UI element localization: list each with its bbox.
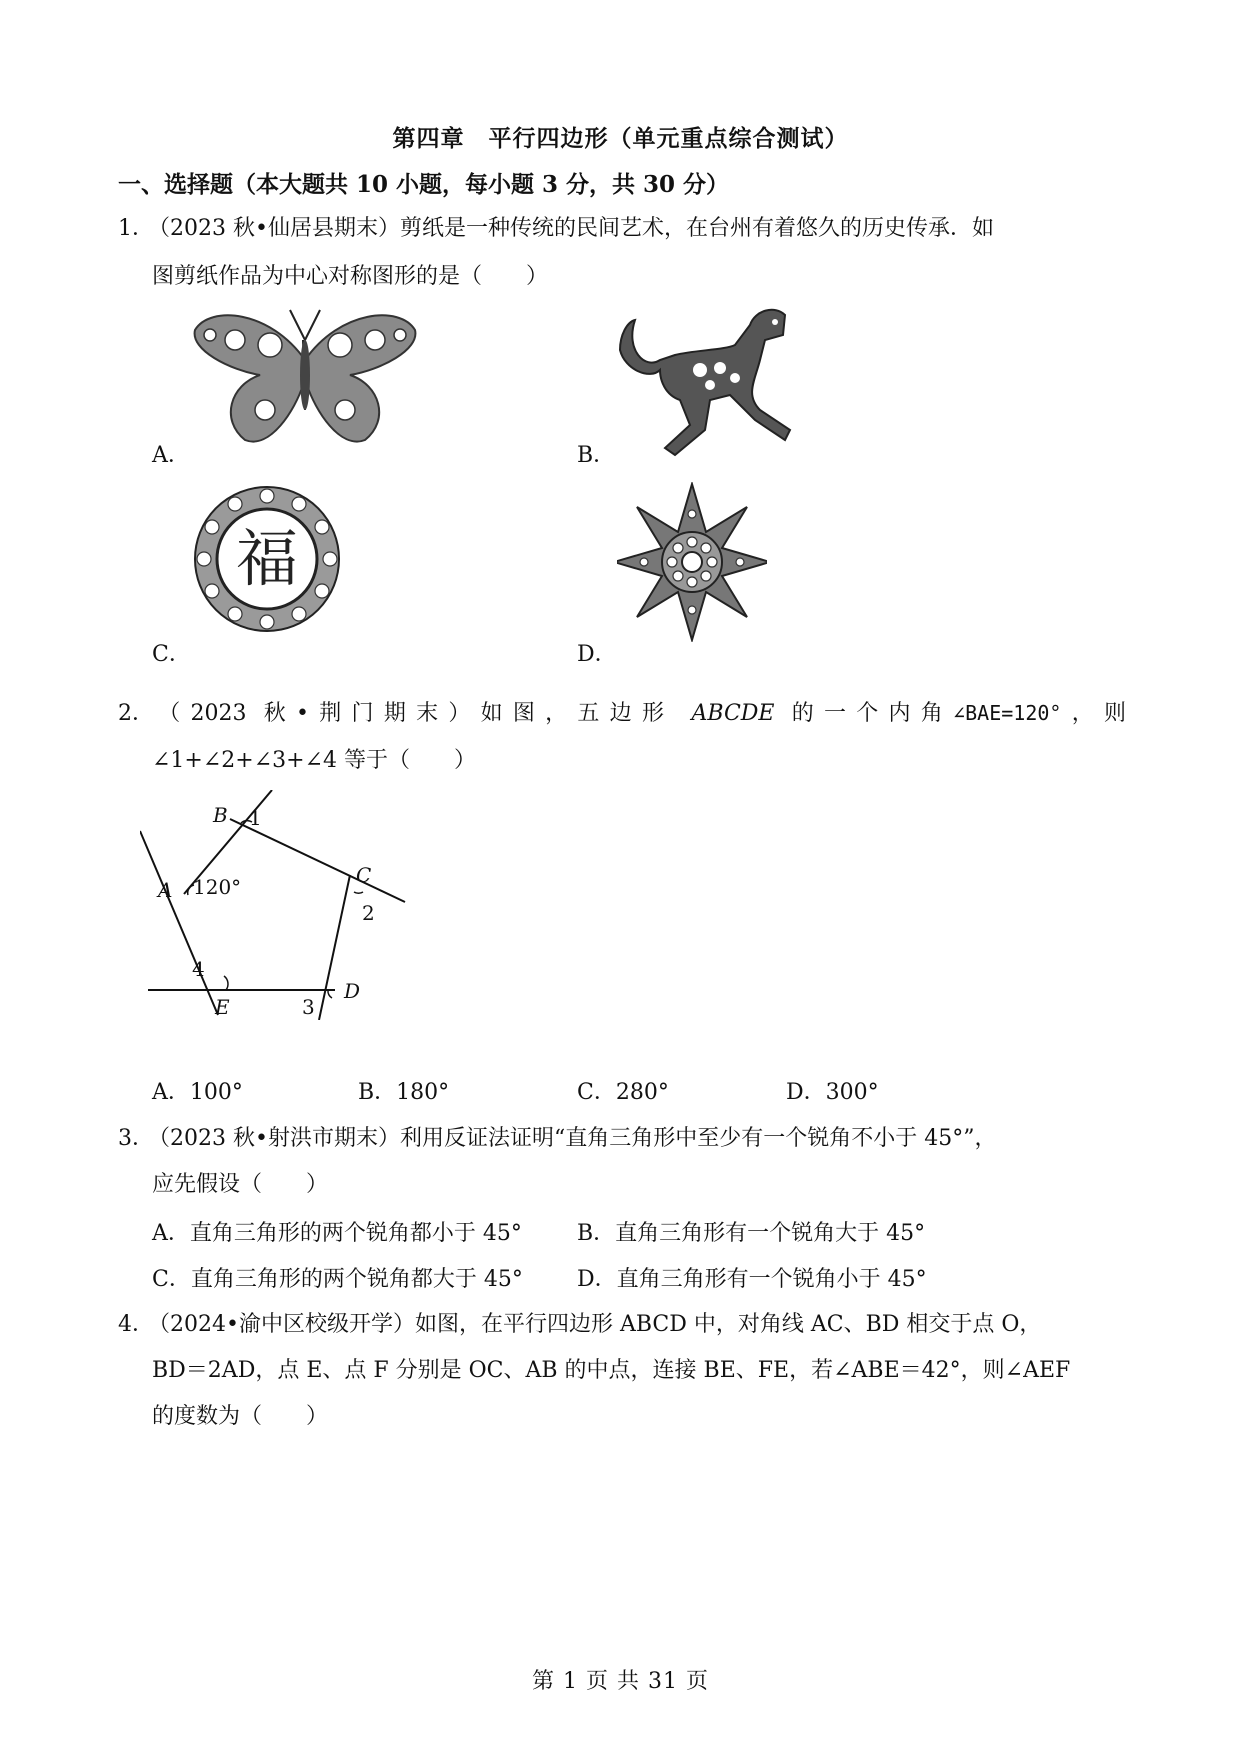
- q3-line1: [118, 1124, 996, 1154]
- fu-character: 福: [235, 522, 299, 595]
- q2-option-c[interactable]: C．280°: [577, 1080, 669, 1105]
- line-bc-extended: [230, 819, 405, 902]
- q1-number: 1．: [118, 216, 154, 241]
- q2-number: 2．: [118, 701, 154, 726]
- label-a: A: [158, 878, 173, 902]
- section-heading: 一、选择题（本大题共 10 小题，每小题 3 分，共 30 分）: [118, 171, 730, 198]
- label-2: 2: [362, 901, 375, 925]
- q3-number: 3．: [118, 1126, 154, 1151]
- horse-image: [615, 300, 805, 460]
- q1-text2: 图剪纸作品为中心对称图形的是（ ）: [152, 264, 549, 289]
- q1-option-a[interactable]: A．: [152, 443, 190, 468]
- q1-line1: [118, 214, 994, 244]
- label-3: 3: [302, 995, 315, 1019]
- q3-option-d[interactable]: D．直角三角形有一个锐角小于 45°: [577, 1267, 927, 1292]
- q2-option-b[interactable]: B．180°: [358, 1080, 450, 1105]
- page-footer: 第 1 页 共 31 页: [532, 1669, 709, 1694]
- q2-line1: [118, 698, 1126, 729]
- label-b: B: [213, 803, 228, 827]
- snowflake-image: [617, 482, 767, 642]
- pentagon-figure: [140, 790, 420, 1020]
- label-d: D: [344, 979, 361, 1003]
- page-title: 第四章 平行四边形（单元重点综合测试）: [392, 125, 849, 152]
- q2-option-d[interactable]: D．300°: [786, 1080, 879, 1105]
- q1-text1: （2023 秋•仙居县期末）剪纸是一种传统的民间艺术，在台州有着悠久的历史传承．如: [148, 216, 994, 241]
- q4-text2: BD＝2AD，点 E、点 F 分别是 OC、AB 的中点，连接 BE、FE，若∠ABE＝42°，则∠AEF: [152, 1358, 1071, 1383]
- q3-option-b[interactable]: B．直角三角形有一个锐角大于 45°: [577, 1221, 926, 1246]
- q4-text3: 的度数为（ ）: [152, 1404, 329, 1429]
- q1-option-b[interactable]: B．: [577, 443, 616, 468]
- q3-text2: 应先假设（ ）: [152, 1172, 329, 1197]
- line-ae-extended: [140, 831, 218, 1015]
- q4-line1: [118, 1310, 1041, 1340]
- q2-option-a[interactable]: A．100°: [152, 1080, 243, 1105]
- label-e: E: [215, 995, 230, 1019]
- q2-text1d: ，则: [1061, 701, 1126, 726]
- q2-text1a: （2023 秋•荆门期末）如图，五边形: [148, 701, 692, 726]
- q1-option-d[interactable]: D．: [577, 642, 617, 667]
- label-4: 4: [192, 957, 205, 981]
- q2-pentagon-name: ABCDE: [691, 701, 775, 726]
- butterfly-image: [190, 300, 420, 450]
- label-120: 120°: [193, 875, 242, 899]
- q3-text1: （2023 秋•射洪市期末）利用反证法证明“直角三角形中至少有一个锐角不小于 45°”，: [148, 1126, 997, 1151]
- label-c: C: [356, 863, 372, 887]
- q2-text1c: 的一个内角: [774, 701, 954, 726]
- q1-option-c[interactable]: C．: [152, 642, 191, 667]
- q2-text2: ∠1+∠2+∠3+∠4 等于（ ）: [152, 748, 477, 773]
- q4-text1: （2024•渝中区校级开学）如图，在平行四边形 ABCD 中，对角线 AC、BD 相交于点 O，: [148, 1312, 1042, 1337]
- q2-angle-text: ∠BAE=120°: [953, 701, 1062, 725]
- q3-option-a[interactable]: A．直角三角形的两个锐角都小于 45°: [152, 1221, 522, 1246]
- label-1: 1: [249, 806, 262, 830]
- q4-number: 4．: [118, 1312, 154, 1337]
- fu-papercut-image: [192, 484, 342, 634]
- q3-option-c[interactable]: C．直角三角形的两个锐角都大于 45°: [152, 1267, 523, 1292]
